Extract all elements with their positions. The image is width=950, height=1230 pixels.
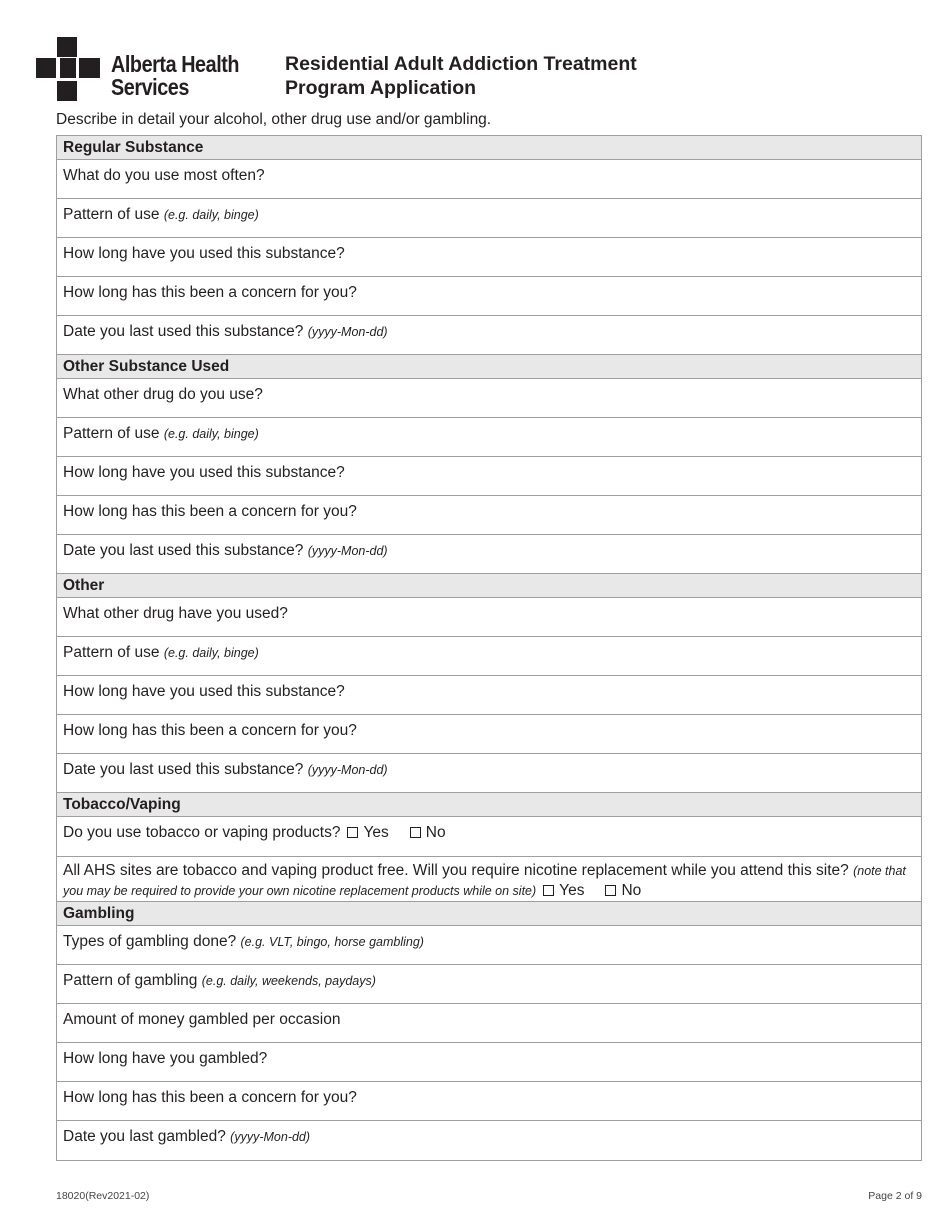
logo-wordmark: Alberta Health Services: [111, 51, 240, 100]
field-other-drug-used[interactable]: What other drug have you used?: [57, 598, 921, 637]
field-pattern-of-use[interactable]: Pattern of use (e.g. daily, binge): [57, 418, 921, 457]
nicotine-no-checkbox[interactable]: [605, 885, 616, 896]
field-most-often[interactable]: What do you use most often?: [57, 160, 921, 199]
page-header: [36, 37, 916, 103]
field-how-long-gambled[interactable]: How long have you gambled?: [57, 1043, 921, 1082]
tobacco-no-checkbox[interactable]: [410, 827, 421, 838]
field-how-long-concern[interactable]: How long has this been a concern for you?: [57, 715, 921, 754]
nicotine-yes-checkbox[interactable]: [543, 885, 554, 896]
field-date-last-used[interactable]: Date you last used this substance? (yyyy-Mon-dd): [57, 316, 921, 355]
field-how-long-used[interactable]: How long have you used this substance?: [57, 457, 921, 496]
field-pattern-of-use[interactable]: Pattern of use (e.g. daily, binge): [57, 637, 921, 676]
ahs-logo-icon: [36, 37, 100, 101]
field-gambling-types[interactable]: Types of gambling done? (e.g. VLT, bingo, horse gambling): [57, 926, 921, 965]
section-other-substance-used: Other Substance Used: [57, 355, 921, 379]
field-gambling-pattern[interactable]: Pattern of gambling (e.g. daily, weekends, paydays): [57, 965, 921, 1004]
field-how-long-used[interactable]: How long have you used this substance?: [57, 676, 921, 715]
intro-text: Describe in detail your alcohol, other drug use and/or gambling.: [56, 111, 492, 128]
page-number: Page 2 of 9: [868, 1190, 922, 1202]
section-tobacco-vaping: Tobacco/Vaping: [57, 793, 921, 817]
field-date-last-used[interactable]: Date you last used this substance? (yyyy-Mon-dd): [57, 535, 921, 574]
field-how-long-concern[interactable]: How long has this been a concern for you?: [57, 1082, 921, 1121]
field-date-last-gambled[interactable]: Date you last gambled? (yyyy-Mon-dd): [63, 1128, 311, 1145]
field-how-long-used[interactable]: How long have you used this substance?: [57, 238, 921, 277]
substance-use-form: [56, 135, 922, 1161]
tobacco-yes-checkbox[interactable]: [347, 827, 358, 838]
field-use-tobacco: Do you use tobacco or vaping products? Yes No: [57, 817, 921, 857]
field-how-long-concern[interactable]: How long has this been a concern for you?: [57, 277, 921, 316]
form-number: 18020(Rev2021-02): [56, 1190, 150, 1202]
section-regular-substance: Regular Substance: [57, 136, 921, 160]
field-nicotine-replacement: All AHS sites are tobacco and vaping product free. Will you require nicotine replacement while you attend this site? (note that you may be required to provide your own nicotine replacement products while on site) Yes No: [57, 857, 921, 902]
field-other-drug[interactable]: What other drug do you use?: [57, 379, 921, 418]
field-how-long-concern[interactable]: How long has this been a concern for you?: [57, 496, 921, 535]
field-gambling-amount[interactable]: Amount of money gambled per occasion: [57, 1004, 921, 1043]
field-pattern-of-use[interactable]: Pattern of use (e.g. daily, binge): [57, 199, 921, 238]
section-gambling: Gambling: [57, 902, 921, 926]
field-date-last-used[interactable]: Date you last used this substance? (yyyy-Mon-dd): [57, 754, 921, 793]
section-other: Other: [57, 574, 921, 598]
page-title: Residential Adult Addiction Treatment Program Application: [285, 53, 637, 99]
